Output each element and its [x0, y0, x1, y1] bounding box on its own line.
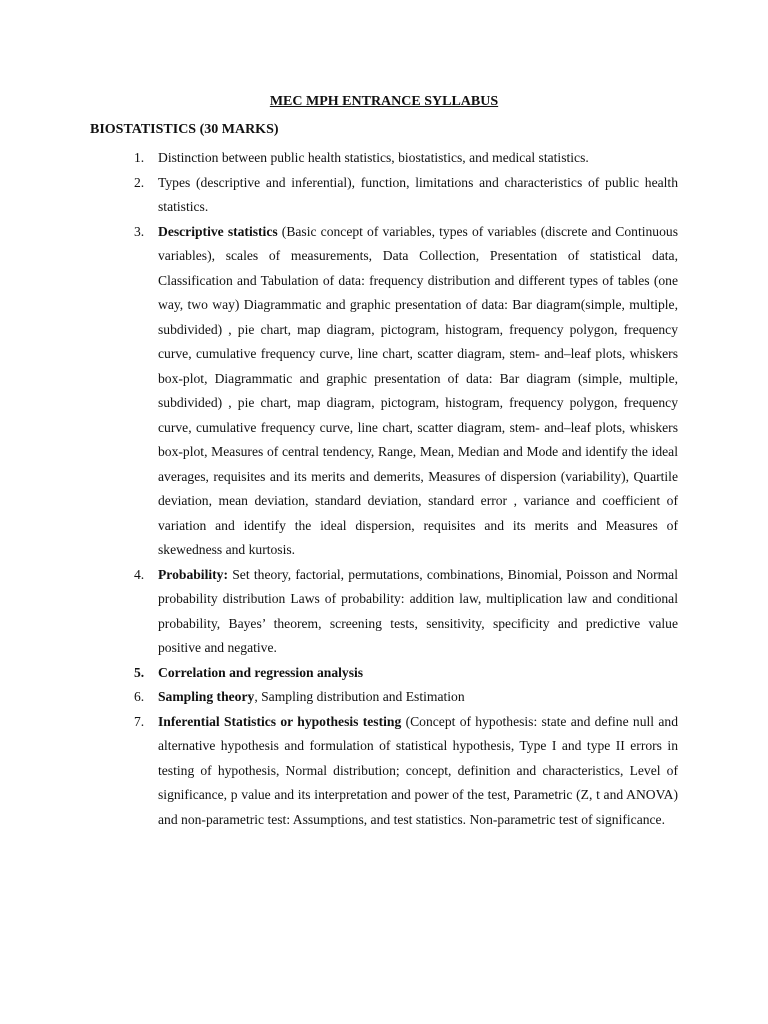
- item-text: (Concept of hypothesis: state and define null and alternative hypothesis and formulation of statistical hypothesis, Type I and type II errors in testing of hypothesis, Normal distribution; concept, definition and characteristics, Level of significance, p value and its interpretation and power of the test, Parametric (Z, t and ANOVA) and non-parametric test: Assumptions, and test statistics. Non-parametric test of significance.: [158, 713, 679, 827]
- item-lead: Inferential Statistics or hypothesis testing: [158, 713, 402, 729]
- list-item: [0, 710, 678, 833]
- item-text: Distinction between public health statistics, biostatistics, and medical statistics.: [158, 150, 589, 165]
- item-text: Set theory, factorial, permutations, combinations, Binomial, Poisson and Normal probability distribution Laws of probability: addition law, multiplication law and conditional probability, Bayes’ theorem, screening tests, sensitivity, specificity and predictive value positive and negative.: [158, 566, 678, 655]
- item-number: 6.: [134, 689, 145, 704]
- item-number: 3.: [134, 223, 145, 239]
- item-lead: Sampling theory: [158, 689, 255, 704]
- item-text: Types (descriptive and inferential), function, limitations and characteristics of public health statistics.: [158, 174, 678, 214]
- section-heading: BIOSTATISTICS (30 MARKS): [90, 122, 279, 137]
- item-number: 7.: [134, 713, 145, 729]
- item-text: (Basic concept of variables, types of variables (discrete and Continuous variables), scales of measurements, Data Collection, Presentation of statistical data, Classification and Tabulation of data: frequency distribution and different types of tables (one way, two way) Diagrammatic and graphic presentation of data: Bar diagram(simple, multiple, subdivided) , pie chart, map diagram, pictogram, histogram, frequency polygon, frequency curve, cumulative frequency curve, line chart, scatter diagram, stem- and–leaf plots, whiskers box-plot, Diagrammatic and graphic presentation of data: Bar diagram (simple, multiple, subdivided) , pie chart, map diagram, pictogram, histogram, frequency polygon, frequency curve, cumulative frequency curve, line chart, scatter diagram, stem- and–leaf plots, whiskers box-plot, Measures of central tendency, Range, Mean, Median and Mode and identify the ideal averages, requisites and its merits and demerits, Measures of dispersion (variability), Quartile deviation, mean deviation, standard deviation, standard error , variance and coefficient of variation and identify the ideal dispersion, requisites and its merits and Measures of skewedness and kurtosis.: [158, 223, 678, 557]
- list-item: [0, 146, 678, 171]
- list-item: [0, 563, 678, 661]
- list-item: [0, 685, 678, 710]
- list-item: [0, 171, 678, 220]
- syllabus-list: [0, 146, 768, 832]
- item-number: 4.: [134, 566, 145, 582]
- item-number: 2.: [134, 174, 145, 190]
- item-lead: Descriptive statistics: [158, 223, 278, 239]
- list-item: [0, 661, 678, 686]
- item-text: , Sampling distribution and Estimation: [254, 689, 465, 704]
- list-item: [0, 220, 678, 563]
- item-lead: Correlation and regression analysis: [158, 664, 364, 680]
- page-title: MEC MPH ENTRANCE SYLLABUS: [269, 94, 499, 109]
- item-lead: Probability:: [158, 566, 228, 582]
- item-number: 5.: [134, 664, 145, 680]
- item-number: 1.: [134, 150, 145, 165]
